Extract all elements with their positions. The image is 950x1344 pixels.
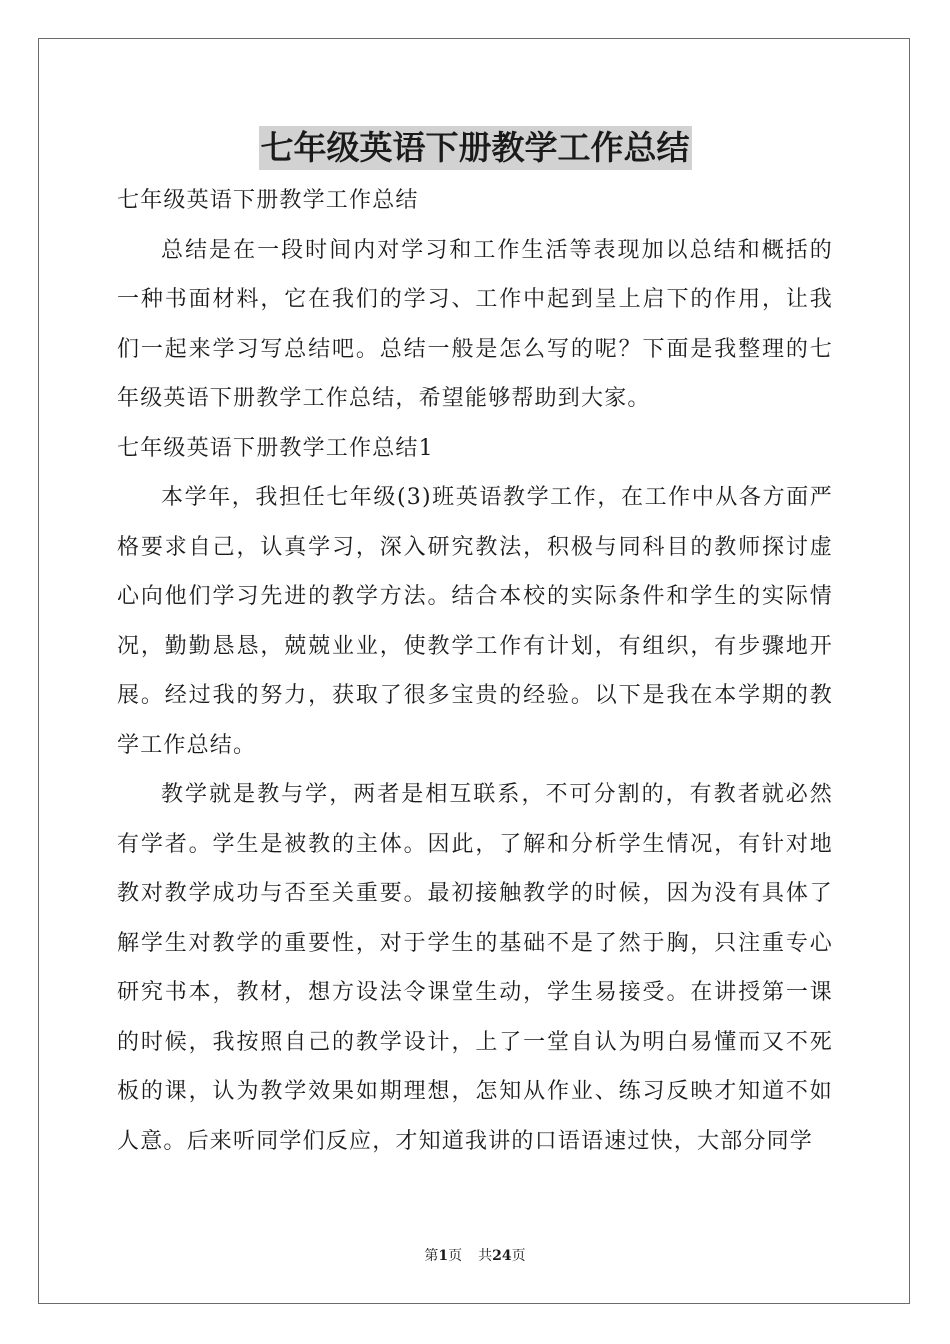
paragraph: 总结是在一段时间内对学习和工作生活等表现加以总结和概括的一种书面材料，它在我们的学习、工作中起到呈上启下的作用，让我们一起来学习写总结吧。总结一般是怎么写的呢？下面是我整理的七年级英语下册教学工作总结，希望能够帮助到大家。 bbox=[117, 237, 833, 411]
document-title: 七年级英语下册教学工作总结 bbox=[259, 126, 692, 170]
total-page-count: 24 bbox=[492, 1248, 512, 1264]
title-container bbox=[0, 126, 950, 170]
total-label-prefix: 共 bbox=[478, 1248, 493, 1264]
current-page-number: 1 bbox=[438, 1248, 449, 1264]
paragraph: 本学年，我担任七年级(3)班英语教学工作，在工作中从各方面严格要求自己，认真学习，深入研究教法，积极与同科目的教师探讨虚心向他们学习先进的教学方法。结合本校的实际条件和学生的实际情况，勤勤恳恳，兢兢业业，使教学工作有计划，有组织，有步骤地开展。经过我的努力，获取了很多宝贵的经验。以下是我在本学期的教学工作总结。 bbox=[117, 485, 833, 758]
paragraph: 七年级英语下册教学工作总结 bbox=[117, 188, 419, 213]
page-label-prefix: 第 bbox=[424, 1248, 439, 1264]
page-label-unit: 页 bbox=[448, 1248, 463, 1264]
total-label-unit: 页 bbox=[511, 1248, 526, 1264]
paragraph: 教学就是教与学，两者是相互联系，不可分割的，有教者就必然有学者。学生是被教的主体。因此，了解和分析学生情况，有针对地教对教学成功与否至关重要。最初接触教学的时候，因为没有具体了解学生对教学的重要性，对于学生的基础不是了然于胸，只注重专心研究书本，教材，想方设法令课堂生动，学生易接受。在讲授第一课的时候，我按照自己的教学设计，上了一堂自认为明白易懂而又不死板的课，认为教学效果如期理想，怎知从作业、练习反映才知道不如人意。后来听同学们反应，才知道我讲的口语语速过快，大部分同学 bbox=[117, 782, 833, 1154]
page-footer bbox=[0, 1246, 950, 1266]
paragraph: 七年级英语下册教学工作总结1 bbox=[117, 435, 434, 461]
document-body bbox=[117, 176, 833, 1166]
